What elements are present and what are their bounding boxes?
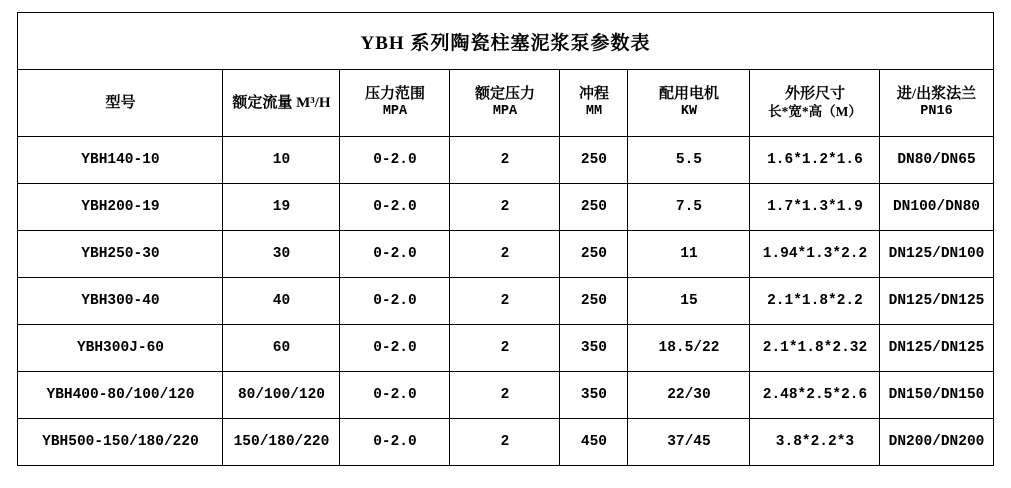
cell-motor: 22/30: [628, 372, 750, 419]
cell-pressure-range: 0-2.0: [340, 137, 450, 184]
table-title-row: [18, 13, 993, 70]
cell-stroke: 250: [560, 184, 628, 231]
cell-stroke: 350: [560, 325, 628, 372]
cell-flange: DN125/DN100: [880, 231, 993, 278]
column-header-pressure-range-label: 压力范围: [364, 86, 425, 103]
column-header-stroke: [560, 70, 628, 137]
column-header-stroke-unit: MM: [585, 103, 603, 119]
table-row: [18, 372, 993, 419]
column-header-dimensions-label: 外形尺寸: [784, 86, 845, 103]
cell-stroke: 450: [560, 419, 628, 466]
cell-model: YBH200-19: [18, 184, 223, 231]
cell-model: YBH300-40: [18, 278, 223, 325]
cell-dimensions: 2.1*1.8*2.32: [750, 325, 880, 372]
cell-motor: 15: [628, 278, 750, 325]
cell-dimensions: 1.7*1.3*1.9: [750, 184, 880, 231]
cell-rated-pressure: 2: [450, 325, 560, 372]
column-header-dimensions: [750, 70, 880, 137]
cell-motor: 11: [628, 231, 750, 278]
cell-flow: 19: [223, 184, 340, 231]
column-header-flow: [223, 70, 340, 137]
cell-flange: DN125/DN125: [880, 325, 993, 372]
table-row: [18, 137, 993, 184]
table-row: [18, 325, 993, 372]
cell-motor: 5.5: [628, 137, 750, 184]
table-row: [18, 231, 993, 278]
cell-flange: DN100/DN80: [880, 184, 993, 231]
cell-dimensions: 1.94*1.3*2.2: [750, 231, 880, 278]
cell-model: YBH140-10: [18, 137, 223, 184]
cell-flow: 150/180/220: [223, 419, 340, 466]
column-header-flange-label: 进/出浆法兰: [896, 86, 977, 103]
cell-dimensions: 1.6*1.2*1.6: [750, 137, 880, 184]
cell-pressure-range: 0-2.0: [340, 325, 450, 372]
column-header-flange: [880, 70, 993, 137]
column-header-rated-pressure: [450, 70, 560, 137]
column-header-motor: [628, 70, 750, 137]
cell-pressure-range: 0-2.0: [340, 278, 450, 325]
cell-flow: 80/100/120: [223, 372, 340, 419]
cell-pressure-range: 0-2.0: [340, 419, 450, 466]
table-row: [18, 278, 993, 325]
cell-dimensions: 2.48*2.5*2.6: [750, 372, 880, 419]
cell-flow: 60: [223, 325, 340, 372]
cell-flange: DN80/DN65: [880, 137, 993, 184]
cell-flow: 10: [223, 137, 340, 184]
cell-stroke: 250: [560, 137, 628, 184]
cell-rated-pressure: 2: [450, 231, 560, 278]
cell-flange: DN125/DN125: [880, 278, 993, 325]
document-page: [0, 12, 1011, 488]
cell-model: YBH500-150/180/220: [18, 419, 223, 466]
cell-motor: 37/45: [628, 419, 750, 466]
column-header-rated-pressure-label: 额定压力: [474, 86, 535, 103]
cell-motor: 7.5: [628, 184, 750, 231]
column-header-pressure-range-unit: MPA: [382, 103, 408, 119]
cell-stroke: 350: [560, 372, 628, 419]
column-header-pressure-range: [340, 70, 450, 137]
cell-pressure-range: 0-2.0: [340, 372, 450, 419]
cell-flow: 30: [223, 231, 340, 278]
parameter-table: [17, 12, 993, 466]
column-header-rated-pressure-unit: MPA: [492, 103, 518, 119]
column-header-model-label: 型号: [105, 94, 136, 111]
cell-stroke: 250: [560, 231, 628, 278]
cell-flow: 40: [223, 278, 340, 325]
column-header-flow-label: 额定流量 M³/H: [232, 94, 331, 111]
page-title: YBH 系列陶瓷柱塞泥浆泵参数表: [18, 13, 993, 70]
table-row: [18, 419, 993, 466]
table-row: [18, 184, 993, 231]
column-header-dimensions-unit: 长*宽*高（M）: [768, 103, 862, 119]
cell-pressure-range: 0-2.0: [340, 231, 450, 278]
cell-model: YBH300J-60: [18, 325, 223, 372]
cell-rated-pressure: 2: [450, 184, 560, 231]
column-header-model: [18, 70, 223, 137]
cell-rated-pressure: 2: [450, 372, 560, 419]
cell-flange: DN150/DN150: [880, 372, 993, 419]
cell-dimensions: 2.1*1.8*2.2: [750, 278, 880, 325]
cell-pressure-range: 0-2.0: [340, 184, 450, 231]
column-header-motor-label: 配用电机: [658, 86, 719, 103]
cell-model: YBH400-80/100/120: [18, 372, 223, 419]
cell-model: YBH250-30: [18, 231, 223, 278]
column-header-flange-unit: PN16: [920, 103, 953, 119]
column-header-motor-unit: KW: [680, 103, 698, 119]
column-header-stroke-label: 冲程: [578, 86, 609, 103]
cell-flange: DN200/DN200: [880, 419, 993, 466]
cell-dimensions: 3.8*2.2*3: [750, 419, 880, 466]
cell-rated-pressure: 2: [450, 137, 560, 184]
cell-rated-pressure: 2: [450, 278, 560, 325]
cell-rated-pressure: 2: [450, 419, 560, 466]
table-header-row: [18, 70, 993, 137]
cell-motor: 18.5/22: [628, 325, 750, 372]
cell-stroke: 250: [560, 278, 628, 325]
